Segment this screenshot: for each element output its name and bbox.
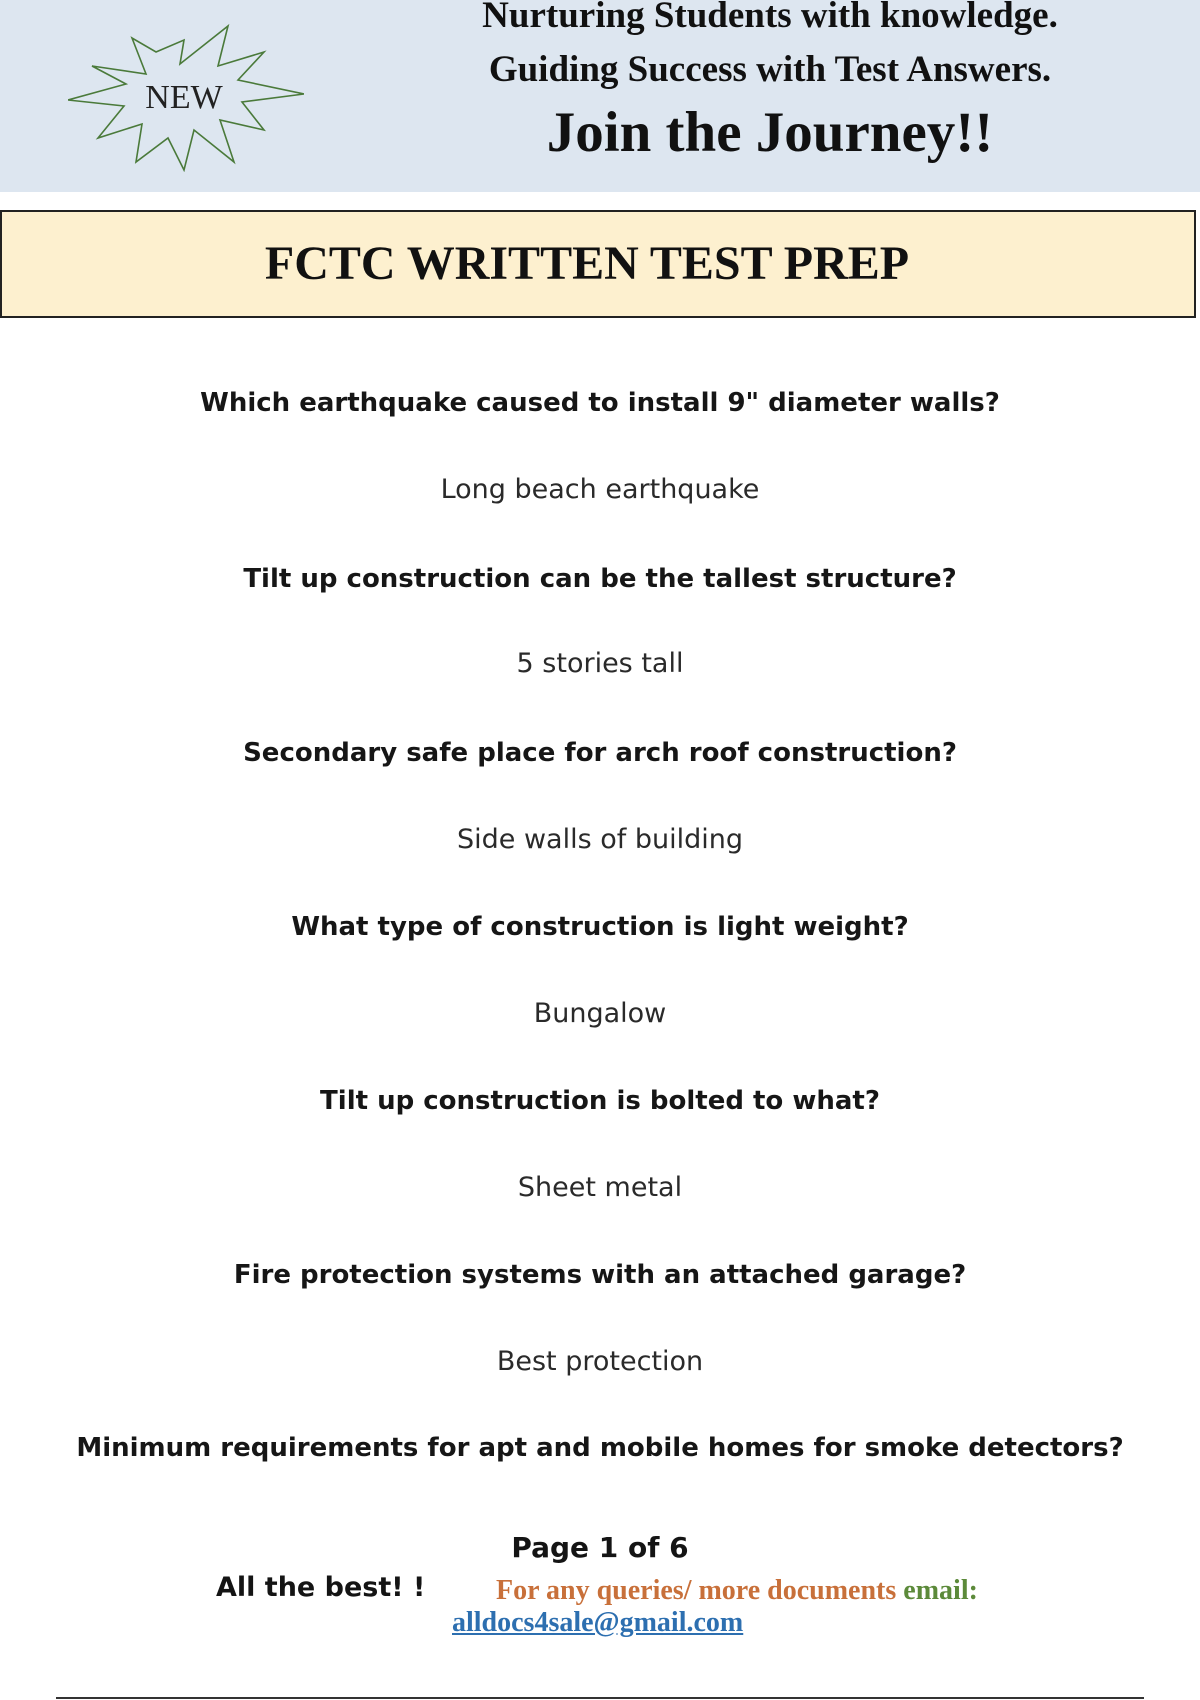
tagline-success: Guiding Success with Test Answers.: [488, 49, 1052, 90]
new-badge-label: NEW: [145, 79, 223, 116]
header-banner: [0, 0, 1200, 192]
answer-1: Long beach earthquake: [440, 474, 760, 505]
queries-suffix: email:: [903, 1575, 978, 1606]
queries-line: [496, 1574, 978, 1608]
answer-2: 5 stories tall: [516, 648, 684, 679]
email-link[interactable]: alldocs4sale@gmail.com: [452, 1607, 744, 1638]
question-5: Tilt up construction is bolted to what?: [320, 1086, 880, 1116]
answer-6: Best protection: [496, 1346, 704, 1377]
page-number: Page 1 of 6: [511, 1531, 689, 1564]
title-box: [0, 210, 1196, 318]
answer-5: Sheet metal: [517, 1172, 683, 1203]
question-6: Fire protection systems with an attached garage?: [233, 1260, 967, 1290]
tagline-join: Join the Journey!!: [546, 101, 994, 164]
answer-3: Side walls of building: [456, 824, 743, 855]
question-4: What type of construction is light weight?: [291, 912, 909, 942]
question-1: Which earthquake caused to install 9" diameter walls?: [200, 388, 1000, 418]
bottom-divider: [56, 1697, 1144, 1699]
new-starburst-badge: [68, 22, 304, 172]
queries-prefix: For any queries/ more documents: [496, 1575, 897, 1606]
question-3: Secondary safe place for arch roof construction?: [243, 738, 957, 768]
answer-4: Bungalow: [533, 998, 667, 1029]
document-title: FCTC WRITTEN TEST PREP: [264, 237, 910, 290]
tagline-knowledge: Nurturing Students with knowledge.: [482, 0, 1058, 36]
question-2: Tilt up construction can be the tallest structure?: [243, 564, 957, 594]
closing-text: All the best! !: [216, 1572, 426, 1603]
question-7: Minimum requirements for apt and mobile homes for smoke detectors?: [76, 1433, 1124, 1463]
